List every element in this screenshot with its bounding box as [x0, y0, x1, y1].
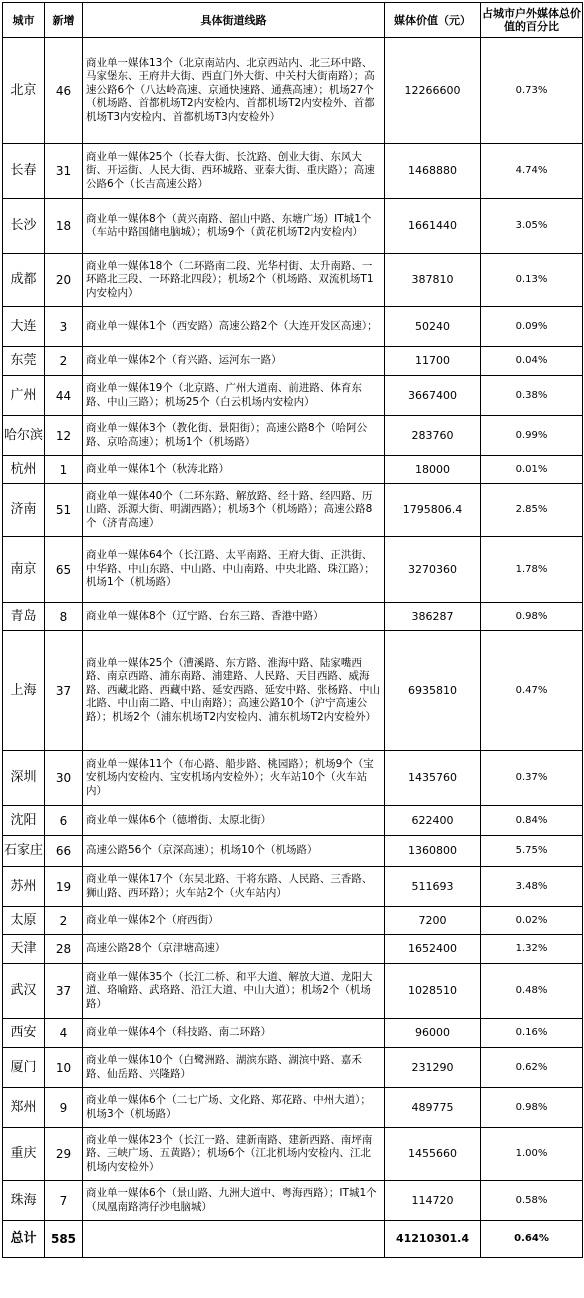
- cell-added: 20: [45, 254, 83, 307]
- cell-value: 11700: [385, 347, 481, 376]
- cell-added: 46: [45, 38, 83, 144]
- cell-value: 1652400: [385, 935, 481, 964]
- cell-city: 重庆: [3, 1128, 45, 1181]
- table-row: [3, 1019, 583, 1048]
- table-row: [3, 836, 583, 867]
- table-row: [3, 1181, 583, 1221]
- cell-city: 东莞: [3, 347, 45, 376]
- cell-value: 114720: [385, 1181, 481, 1221]
- cell-share: 0.16%: [481, 1019, 583, 1048]
- cell-share: 0.62%: [481, 1048, 583, 1088]
- cell-city: 武汉: [3, 964, 45, 1019]
- header-city: 城市: [3, 3, 45, 38]
- cell-value: 283760: [385, 416, 481, 456]
- cell-share: 0.48%: [481, 964, 583, 1019]
- cell-routes: 商业单一媒体8个（辽宁路、台东三路、香港中路）: [83, 603, 385, 631]
- cell-share: 0.01%: [481, 456, 583, 484]
- cell-city: 广州: [3, 376, 45, 416]
- cell-added: 51: [45, 484, 83, 537]
- table-row: [3, 867, 583, 907]
- cell-routes: 商业单一媒体64个（长江路、太平南路、王府大街、正洪街、中华路、中山东路、中山路、中山南路、中央北路、珠江路）；机场1个（机场路）: [83, 537, 385, 603]
- cell-added: 30: [45, 751, 83, 806]
- cell-city: 郑州: [3, 1088, 45, 1128]
- cell-routes: 商业单一媒体2个（育兴路、运河东一路）: [83, 347, 385, 376]
- cell-added: 7: [45, 1181, 83, 1221]
- cell-share: 2.85%: [481, 484, 583, 537]
- table-row: [3, 751, 583, 806]
- table-row: [3, 144, 583, 199]
- cell-value: 622400: [385, 806, 481, 836]
- cell-routes: 商业单一媒体6个（景山路、九洲大道中、粤海西路）；IT城1个（凤凰南路湾仔沙电脑城）: [83, 1181, 385, 1221]
- header-added: 新增: [45, 3, 83, 38]
- cell-added: 19: [45, 867, 83, 907]
- cell-city: 深圳: [3, 751, 45, 806]
- cell-value: 386287: [385, 603, 481, 631]
- cell-routes: 商业单一媒体13个（北京南站内、北京西站内、北三环中路、马家堡东、王府井大街、西直门外大街、中关村大街南路）；高速公路6个（八达岭高速、京通快速路、通燕高速）；机场27个（机场路、首都机场T2内安检内、首都机场T2内安检外、首都机场T3内安检内、首都机场T3内安检外）: [83, 38, 385, 144]
- cell-city: 西安: [3, 1019, 45, 1048]
- cell-value: 7200: [385, 907, 481, 935]
- cell-city: 青岛: [3, 603, 45, 631]
- table-row: [3, 1128, 583, 1181]
- media-table: [2, 2, 583, 1258]
- cell-added: 65: [45, 537, 83, 603]
- cell-city: 成都: [3, 254, 45, 307]
- cell-added: 37: [45, 631, 83, 751]
- header-routes: 具体街道线路: [83, 3, 385, 38]
- cell-value: 1360800: [385, 836, 481, 867]
- table-row: [3, 484, 583, 537]
- table-row: [3, 307, 583, 347]
- cell-value: 489775: [385, 1088, 481, 1128]
- table-row: [3, 199, 583, 254]
- cell-added: 9: [45, 1088, 83, 1128]
- cell-routes: 商业单一媒体4个（科技路、南二环路）: [83, 1019, 385, 1048]
- cell-value: 1468880: [385, 144, 481, 199]
- table-row: [3, 456, 583, 484]
- cell-routes: 商业单一媒体8个（黄兴南路、韶山中路、东塘广场）IT城1个（车站中路国储电脑城）；机场9个（黄花机场T2内安检内）: [83, 199, 385, 254]
- total-added: 585: [45, 1221, 83, 1258]
- table-row: [3, 376, 583, 416]
- cell-share: 3.48%: [481, 867, 583, 907]
- cell-added: 12: [45, 416, 83, 456]
- cell-city: 厦门: [3, 1048, 45, 1088]
- cell-routes: 商业单一媒体18个（二环路南二段、光华村街、太升南路、一环路北三段、一环路北四段）；机场2个（机场路、双流机场T1内安检内）: [83, 254, 385, 307]
- cell-share: 1.00%: [481, 1128, 583, 1181]
- cell-routes: 高速公路56个（京深高速）；机场10个（机场路）: [83, 836, 385, 867]
- cell-value: 1795806.4: [385, 484, 481, 537]
- cell-value: 1435760: [385, 751, 481, 806]
- cell-city: 天津: [3, 935, 45, 964]
- cell-city: 哈尔滨: [3, 416, 45, 456]
- cell-value: 50240: [385, 307, 481, 347]
- cell-share: 0.73%: [481, 38, 583, 144]
- table-row: [3, 964, 583, 1019]
- table-row: [3, 1048, 583, 1088]
- cell-routes: 商业单一媒体1个（秋涛北路）: [83, 456, 385, 484]
- cell-share: 0.13%: [481, 254, 583, 307]
- table-row: [3, 416, 583, 456]
- cell-city: 上海: [3, 631, 45, 751]
- header-row: [3, 3, 583, 38]
- cell-share: 0.99%: [481, 416, 583, 456]
- cell-city: 杭州: [3, 456, 45, 484]
- cell-city: 沈阳: [3, 806, 45, 836]
- cell-share: 3.05%: [481, 199, 583, 254]
- cell-value: 96000: [385, 1019, 481, 1048]
- cell-added: 31: [45, 144, 83, 199]
- cell-city: 石家庄: [3, 836, 45, 867]
- cell-routes: 商业单一媒体3个（教化街、景阳街）；高速公路8个（哈阿公路、京哈高速）；机场1个（机场路）: [83, 416, 385, 456]
- cell-routes: 商业单一媒体35个（长江二桥、和平大道、解放大道、龙阳大道、珞喻路、武珞路、沿江大道、中山大道）；机场2个（机场路）: [83, 964, 385, 1019]
- cell-share: 0.38%: [481, 376, 583, 416]
- cell-city: 长春: [3, 144, 45, 199]
- cell-routes: 高速公路28个（京津塘高速）: [83, 935, 385, 964]
- cell-city: 北京: [3, 38, 45, 144]
- cell-value: 12266600: [385, 38, 481, 144]
- total-routes: [83, 1221, 385, 1258]
- header-share: 占城市户外媒体总价值的百分比: [481, 3, 583, 38]
- cell-added: 37: [45, 964, 83, 1019]
- cell-added: 10: [45, 1048, 83, 1088]
- table-body: [3, 38, 583, 1258]
- cell-city: 太原: [3, 907, 45, 935]
- cell-value: 6935810: [385, 631, 481, 751]
- cell-routes: 商业单一媒体11个（布心路、船步路、桃园路）；机场9个（宝安机场内安检内、宝安机场内安检外）；火车站10个（火车站内）: [83, 751, 385, 806]
- cell-value: 3270360: [385, 537, 481, 603]
- cell-value: 387810: [385, 254, 481, 307]
- table-row: [3, 806, 583, 836]
- table-row: [3, 38, 583, 144]
- cell-share: 0.84%: [481, 806, 583, 836]
- cell-value: 18000: [385, 456, 481, 484]
- total-city: 总计: [3, 1221, 45, 1258]
- cell-city: 南京: [3, 537, 45, 603]
- cell-city: 珠海: [3, 1181, 45, 1221]
- cell-share: 0.37%: [481, 751, 583, 806]
- cell-value: 231290: [385, 1048, 481, 1088]
- cell-value: 511693: [385, 867, 481, 907]
- cell-routes: 商业单一媒体1个（西安路）高速公路2个（大连开发区高速）；: [83, 307, 385, 347]
- cell-added: 6: [45, 806, 83, 836]
- cell-routes: 商业单一媒体6个（二七广场、文化路、郑花路、中州大道）；机场3个（机场路）: [83, 1088, 385, 1128]
- cell-routes: 商业单一媒体23个（长江一路、建新南路、建新西路、南坪南路、三峡广场、五黄路）；机场6个（江北机场内安检内、江北机场内安检外）: [83, 1128, 385, 1181]
- cell-value: 1028510: [385, 964, 481, 1019]
- table-row: [3, 603, 583, 631]
- table-row: [3, 631, 583, 751]
- cell-added: 66: [45, 836, 83, 867]
- table-row: [3, 347, 583, 376]
- cell-added: 2: [45, 347, 83, 376]
- table-row: [3, 537, 583, 603]
- table-row: [3, 254, 583, 307]
- cell-routes: 商业单一媒体25个（漕溪路、东方路、淮海中路、陆家嘴西路、南京西路、浦东南路、浦建路、人民路、天目西路、威海路、西藏北路、西藏中路、延安西路、延安中路、张杨路、中山北路、中山南二路、中山南路）；高速公路10个（沪宁高速公路）；机场2个（浦东机场T2内安检内、浦东机场T2内安检外）: [83, 631, 385, 751]
- cell-city: 济南: [3, 484, 45, 537]
- cell-share: 0.09%: [481, 307, 583, 347]
- cell-added: 18: [45, 199, 83, 254]
- cell-share: 1.78%: [481, 537, 583, 603]
- cell-added: 29: [45, 1128, 83, 1181]
- cell-share: 0.47%: [481, 631, 583, 751]
- cell-routes: 商业单一媒体6个（德增街、太原北街）: [83, 806, 385, 836]
- cell-added: 44: [45, 376, 83, 416]
- cell-share: 0.98%: [481, 603, 583, 631]
- cell-added: 3: [45, 307, 83, 347]
- cell-routes: 商业单一媒体10个（白鹭洲路、湖滨东路、湖滨中路、嘉禾路、仙岳路、兴隆路）: [83, 1048, 385, 1088]
- cell-share: 0.04%: [481, 347, 583, 376]
- cell-routes: 商业单一媒体17个（东吴北路、干将东路、人民路、三香路、狮山路、西环路）；火车站2个（火车站内）: [83, 867, 385, 907]
- cell-routes: 商业单一媒体25个（长春大街、长沈路、创业大街、东风大街、开运街、人民大街、西环城路、亚泰大街、重庆路）；高速公路6个（长吉高速公路）: [83, 144, 385, 199]
- total-value: 41210301.4: [385, 1221, 481, 1258]
- cell-city: 大连: [3, 307, 45, 347]
- cell-share: 0.98%: [481, 1088, 583, 1128]
- total-row: [3, 1221, 583, 1258]
- cell-value: 1455660: [385, 1128, 481, 1181]
- total-share: 0.64%: [481, 1221, 583, 1258]
- cell-share: 5.75%: [481, 836, 583, 867]
- cell-added: 4: [45, 1019, 83, 1048]
- header-value: 媒体价值（元）: [385, 3, 481, 38]
- cell-added: 8: [45, 603, 83, 631]
- cell-city: 长沙: [3, 199, 45, 254]
- table-row: [3, 907, 583, 935]
- cell-added: 28: [45, 935, 83, 964]
- cell-share: 0.02%: [481, 907, 583, 935]
- cell-routes: 商业单一媒体2个（府西街）: [83, 907, 385, 935]
- cell-value: 3667400: [385, 376, 481, 416]
- cell-added: 2: [45, 907, 83, 935]
- cell-share: 1.32%: [481, 935, 583, 964]
- cell-routes: 商业单一媒体19个（北京路、广州大道南、前进路、体育东路、中山三路）；机场25个（白云机场内安检内）: [83, 376, 385, 416]
- table-row: [3, 1088, 583, 1128]
- table-row: [3, 935, 583, 964]
- cell-routes: 商业单一媒体40个（二环东路、解放路、经十路、经四路、历山路、泺源大街、明湖西路）；机场3个（机场路）；高速公路8个（济青高速）: [83, 484, 385, 537]
- cell-value: 1661440: [385, 199, 481, 254]
- cell-added: 1: [45, 456, 83, 484]
- cell-city: 苏州: [3, 867, 45, 907]
- cell-share: 0.58%: [481, 1181, 583, 1221]
- cell-share: 4.74%: [481, 144, 583, 199]
